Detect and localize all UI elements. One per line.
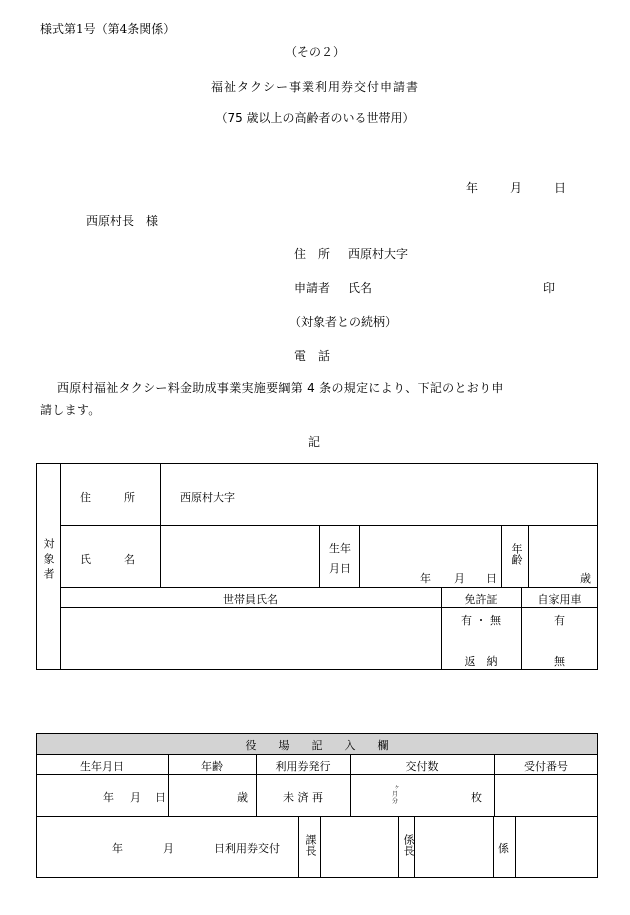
form-subtitle: （75 歳以上の高齢者のいる世帯用） xyxy=(215,111,415,125)
form-number: 様式第1号（第4条関係） xyxy=(40,22,176,36)
date-month-label: 月 xyxy=(510,181,523,195)
office-header-birthdate: 生年月日 xyxy=(80,760,124,773)
office-age-unit: 歳 xyxy=(237,791,248,804)
section-chief-label: 課長 xyxy=(304,834,317,856)
office-issue-status: 未 済 再 xyxy=(283,791,323,804)
applicant-name-label: 氏名 xyxy=(348,281,373,295)
date-day-label: 日 xyxy=(554,181,567,195)
car-no: 無 xyxy=(554,655,565,668)
office-kagetsu-2: 月 xyxy=(392,791,399,798)
birth-label-1: 生年 xyxy=(329,542,351,555)
applicant-address-value: 西原村大字 xyxy=(348,247,409,261)
form-sub-number: （その２） xyxy=(284,45,345,59)
office-header-count: 交付数 xyxy=(405,760,439,773)
household-label: 世帯員氏名 xyxy=(223,593,278,606)
applicant-address-label: 住 所 xyxy=(294,247,331,261)
birth-month-label: 月 xyxy=(454,572,465,585)
office-birth-day: 日 xyxy=(155,791,166,804)
subject-side-label: 対象者 xyxy=(42,538,55,583)
birth-year-label: 年 xyxy=(420,572,431,585)
office-birth-year: 年 xyxy=(103,791,114,804)
office-sheets-unit: 枚 xyxy=(471,791,482,804)
age-unit: 歳 xyxy=(580,572,591,585)
birth-label-2: 月日 xyxy=(329,562,351,575)
office-issue-year: 年 xyxy=(112,842,123,855)
subject-address-value: 西原村大字 xyxy=(180,491,235,504)
office-kagetsu-3: 分 xyxy=(392,798,399,805)
body-text-line-2: 請します。 xyxy=(40,403,101,417)
subject-address-label: 住 所 xyxy=(80,491,135,504)
office-issue-month: 月 xyxy=(163,842,174,855)
applicant-label: 申請者 xyxy=(294,281,331,295)
office-header-issue: 利用券発行 xyxy=(275,760,331,773)
date-year-label: 年 xyxy=(466,181,479,195)
license-label: 免許証 xyxy=(464,593,498,606)
subject-name-label: 氏 名 xyxy=(80,553,135,566)
age-label: 年齢 xyxy=(510,543,523,565)
office-table-title: 役 場 記 入 欄 xyxy=(245,739,389,752)
sub-chief-label: 係長 xyxy=(402,834,415,856)
form-title: 福祉タクシー事業利用券交付申請書 xyxy=(210,80,419,94)
car-yes: 有 xyxy=(554,614,565,627)
body-text-line-1: 西原村福祉タクシー料金助成事業実施要綱第 4 条の規定により、下記のとおり申 xyxy=(57,381,504,395)
phone-label: 電 話 xyxy=(294,349,331,363)
license-options: 有 ・ 無 xyxy=(461,614,501,627)
seal-mark: 印 xyxy=(543,281,556,295)
addressee: 西原村長 様 xyxy=(86,214,159,228)
office-header-receipt: 受付番号 xyxy=(524,760,568,773)
car-label: 自家用車 xyxy=(537,593,582,606)
relation-label: （対象者との続柄） xyxy=(289,315,398,329)
license-return: 返 納 xyxy=(464,655,498,668)
ki-label: 記 xyxy=(308,435,321,449)
office-birth-month: 月 xyxy=(130,791,141,804)
staff-label: 係 xyxy=(498,842,509,855)
birth-day-label: 日 xyxy=(486,572,497,585)
office-issued-text: 日利用券交付 xyxy=(214,842,280,855)
office-header-age: 年齢 xyxy=(201,760,223,773)
office-kagetsu-1: ヶ xyxy=(394,784,401,791)
